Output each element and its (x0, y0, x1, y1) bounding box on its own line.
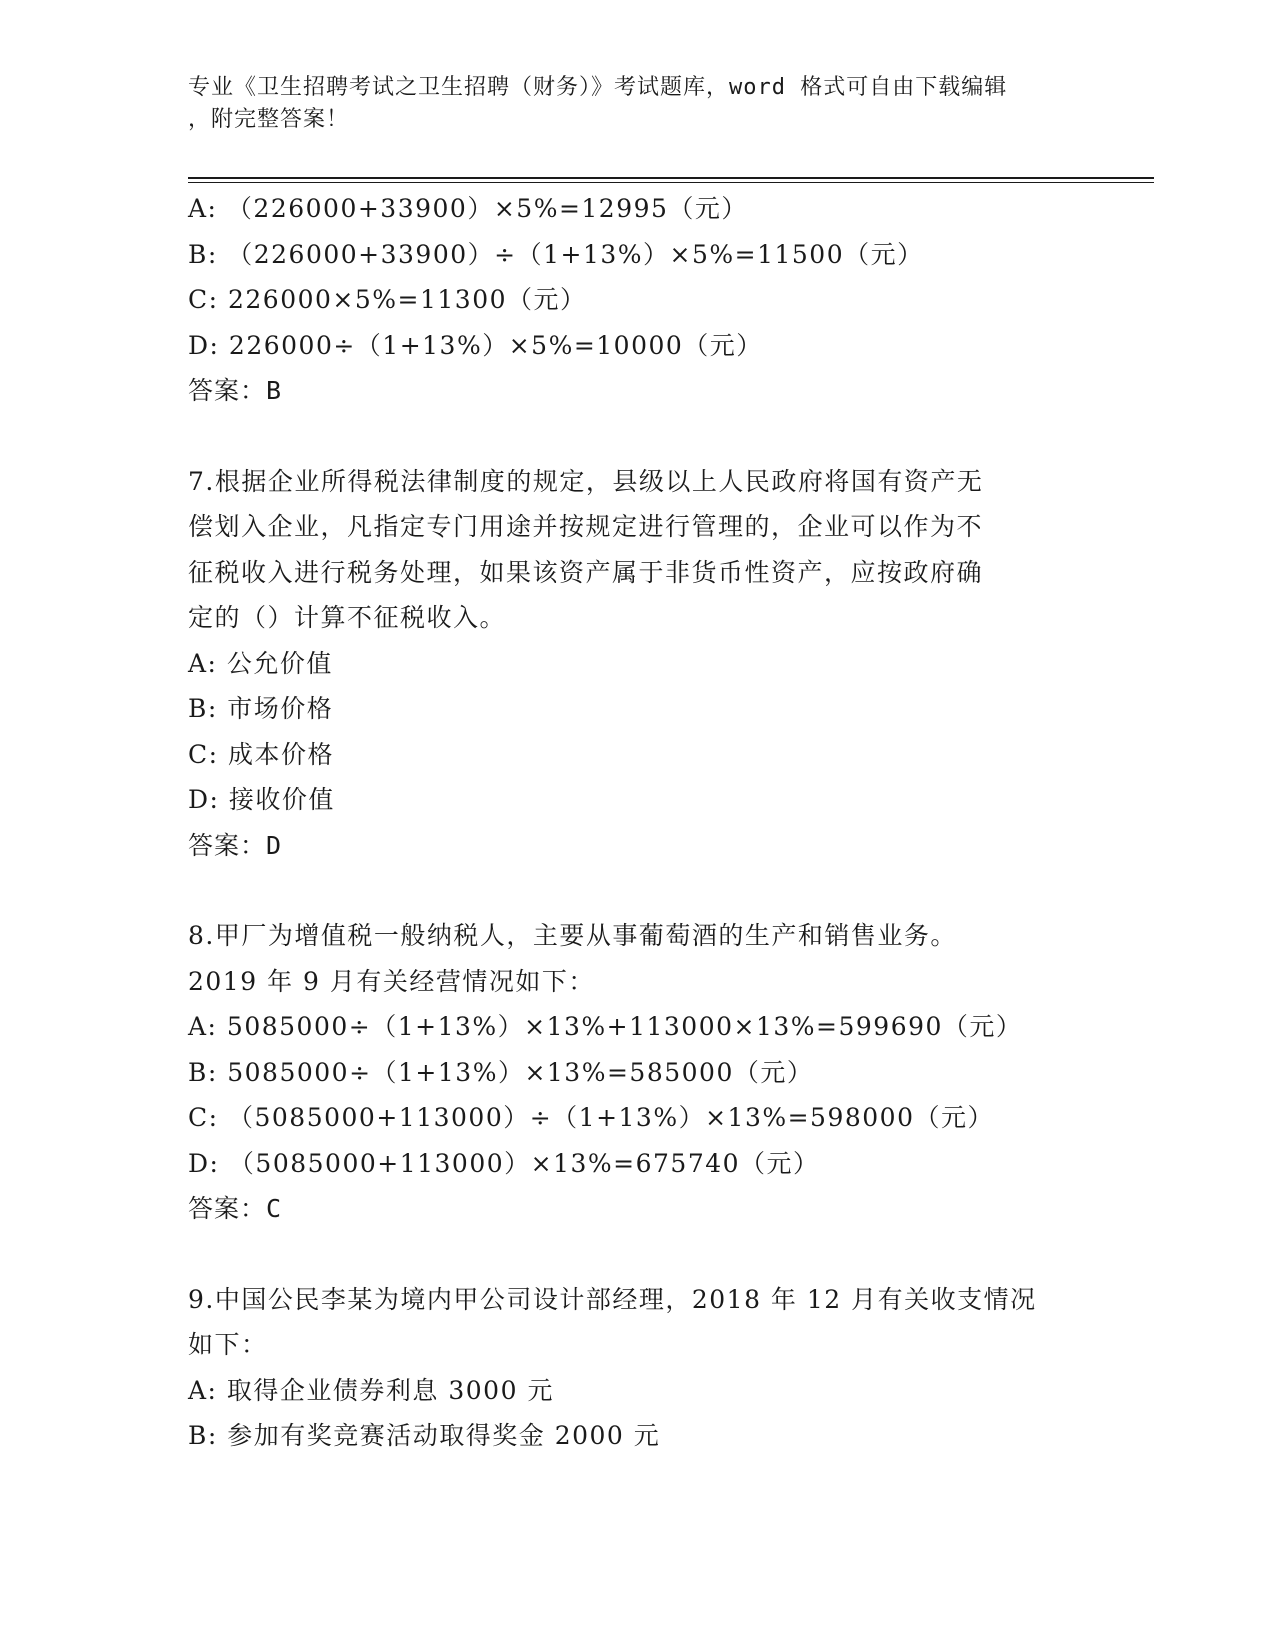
q7-answer: 答案：D (188, 830, 283, 860)
q9-option-b: B: 参加有奖竞赛活动取得奖金 2000 元 (188, 1421, 661, 1450)
q6-option-d: D: 226000÷（1+13%）×5%=10000（元） (188, 330, 763, 360)
q7-stem-line: 7.根据企业所得税法律制度的规定，县级以上人民政府将国有资产无 (188, 466, 984, 496)
spacer (188, 1232, 1088, 1277)
q8-option-c: C: （5085000+113000）÷（1+13%）×13%=598000（元） (188, 1103, 994, 1132)
q9-option-a: A: 取得企业债券利息 3000 元 (188, 1375, 554, 1405)
q7-option-c: C: 成本价格 (188, 739, 334, 769)
q8-stem-line: 8.甲厂为增值税一般纳税人，主要从事葡萄酒的生产和销售业务。 (188, 921, 957, 950)
q7-stem-line: 偿划入企业，凡指定专门用途并按规定进行管理的，企业可以作为不 (188, 512, 984, 541)
document-header (188, 72, 1068, 136)
q8-option-d: D: （5085000+113000）×13%=675740（元） (188, 1148, 820, 1178)
question-6 (188, 186, 1088, 414)
question-7 (188, 459, 1088, 869)
q7-stem-line: 定的（）计算不征税收入。 (188, 603, 507, 632)
q9-stem-line: 9.中国公民李某为境内甲公司设计部经理，2018 年 12 月有关收支情况 (188, 1284, 1037, 1314)
q7-stem-line: 征税收入进行税务处理，如果该资产属于非货币性资产，应按政府确 (188, 557, 984, 587)
q6-option-b: B: （226000+33900）÷（1+13%）×5%=11500（元） (188, 239, 924, 269)
spacer (188, 868, 1088, 913)
question-8 (188, 913, 1088, 1232)
question-list (188, 186, 1088, 1459)
q8-option-a: A: 5085000÷（1+13%）×13%+113000×13%=599690（元） (188, 1012, 1023, 1041)
q8-option-b: B: 5085000÷（1+13%）×13%=585000（元） (188, 1057, 814, 1087)
header-line-1: 专业《卫生招聘考试之卫生招聘（财务）》考试题库，word 格式可自由下载编辑 (188, 75, 1008, 100)
q7-option-d: D: 接收价值 (188, 785, 335, 814)
q6-answer: 答案：B (188, 376, 283, 405)
header-divider-thick (188, 177, 1154, 179)
q6-option-c: C: 226000×5%=11300（元） (188, 285, 587, 314)
question-9 (188, 1277, 1088, 1459)
spacer (188, 414, 1088, 459)
header-divider-thin (188, 182, 1154, 183)
header-line-2: ，附完整答案！ (188, 107, 350, 132)
q9-stem-line: 如下： (188, 1330, 268, 1359)
q8-answer: 答案：C (188, 1194, 283, 1223)
q6-option-a: A: （226000+33900）×5%=12995（元） (188, 194, 748, 223)
q8-stem-line: 2019 年 9 月有关经营情况如下： (188, 966, 595, 996)
q7-option-b: B: 市场价格 (188, 694, 334, 723)
q7-option-a: A: 公允价值 (188, 648, 333, 678)
